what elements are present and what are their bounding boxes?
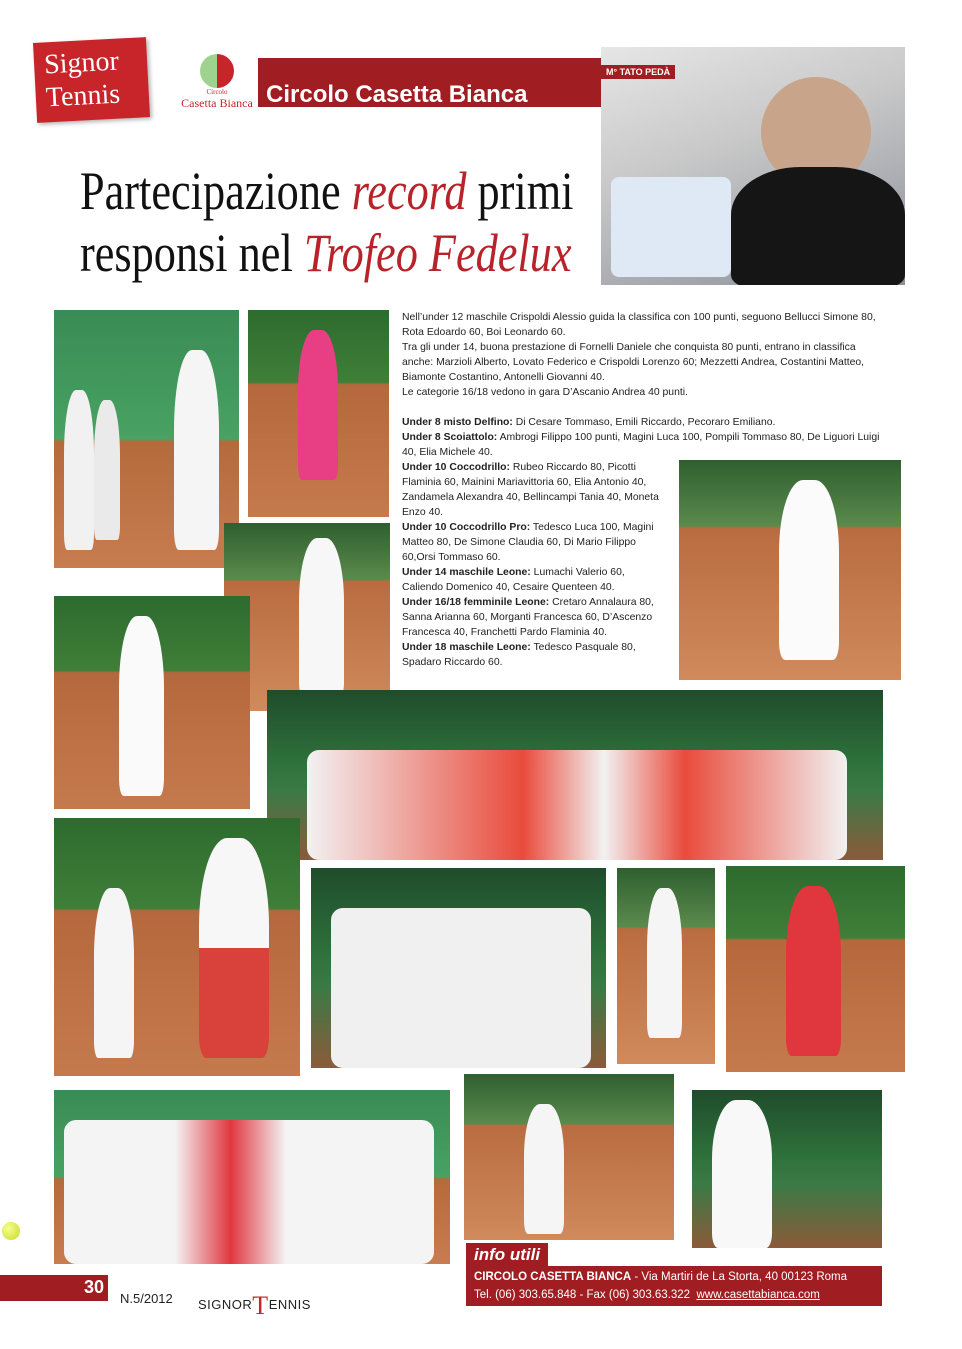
player-figure	[94, 400, 120, 540]
photo-teen-backhand	[692, 1090, 882, 1248]
club-logo-name: Casetta Bianca	[181, 96, 253, 110]
info-contacts: Tel. (06) 303.65.848 - Fax (06) 303.63.322	[474, 1289, 691, 1301]
category-item	[402, 595, 664, 640]
photo-group-team	[267, 690, 883, 860]
category-item	[402, 430, 884, 460]
coach-caption: M° TATO PEDÀ	[601, 65, 675, 79]
category-label: Under 10 Coccodrillo Pro:	[402, 522, 531, 533]
headline-part-2: primi	[466, 161, 574, 221]
headline-part-3: responsi nel	[80, 223, 304, 283]
photo-kids-lesson	[54, 310, 239, 568]
player-figure	[786, 886, 841, 1056]
photo-group-coaches	[54, 1090, 450, 1264]
article-paragraph: Tra gli under 14, buona prestazione di Fornelli Daniele che conquista 80 punti, entrano in classifica anche: Marzioli Alberto, Lovato Federico e Crispoldi Lorenzo 60; Mezzetti Andrea, Costantini Matteo, Biamonte Costantino, Antonelli Giovanni 40.	[402, 342, 865, 383]
photo-coach-instruction	[54, 818, 300, 1076]
photo-kid-running	[617, 868, 715, 1064]
article-paragraph: Nell’under 12 maschile Crispoldi Alessio guida la classifica con 100 punti, seguono Bellucci Simone 80, Rota Edoardo 60, Boi Leonardo 60.	[402, 312, 876, 338]
photo-kids-court	[464, 1074, 674, 1240]
player-figure	[712, 1100, 772, 1248]
magazine-brand	[33, 37, 150, 123]
info-address: - Via Martiri de La Storta, 40 00123 Roma	[631, 1271, 848, 1283]
coach-photo	[601, 47, 905, 285]
headline-emphasis-2: Trofeo Fedelux	[303, 223, 572, 283]
category-item	[402, 460, 664, 520]
category-text: Tedesco Pasquale 80, Spadaro Riccardo 60.	[402, 642, 636, 668]
sponsor-banner	[611, 177, 731, 277]
magazine-footer-title	[198, 1291, 311, 1321]
group-figures	[331, 908, 591, 1068]
category-text: Lumachi Valerio 60, Caliendo Domenico 40, Cesaire Quenteen 40.	[402, 567, 625, 593]
category-item	[402, 520, 664, 565]
issue-number: N.5/2012	[120, 1291, 173, 1306]
info-box	[466, 1266, 882, 1306]
headline-emphasis-1: record	[351, 161, 467, 221]
category-label: Under 18 maschile Leone:	[402, 642, 531, 653]
article-intro	[402, 310, 884, 400]
player-figure	[647, 888, 682, 1038]
category-text: Cretaro Annalaura 80, Sanna Arianna 60, Morganti Francesca 60, D’Ascenzo Francesca 40, Franchetti Pardo Flaminia 40.	[402, 597, 654, 638]
player-figure	[94, 888, 134, 1058]
mag-title-pre: SIGNOR	[198, 1297, 253, 1312]
photo-boy-forehand	[248, 310, 389, 517]
coach-shirt	[731, 167, 905, 285]
category-item	[402, 415, 884, 430]
player-figure	[119, 616, 164, 796]
category-results	[402, 415, 884, 670]
group-figures	[307, 750, 847, 860]
info-website-link[interactable]: www.casettabianca.com	[696, 1289, 820, 1301]
club-logo-icon	[200, 54, 234, 88]
photo-boy-red-shirt	[726, 866, 905, 1072]
headline-part-1: Partecipazione	[80, 161, 352, 221]
info-address-line	[474, 1268, 882, 1286]
category-item	[402, 640, 664, 670]
club-logo-small: Circolo	[206, 88, 228, 96]
info-club-name: CIRCOLO CASETTA BIANCA	[474, 1271, 632, 1283]
coach-figure	[199, 838, 269, 1058]
category-label: Under 8 Scoiattolo:	[402, 432, 498, 443]
mag-title-post: ENNIS	[268, 1297, 311, 1312]
tennis-ball-icon	[2, 1222, 20, 1240]
page-number: 30	[0, 1275, 108, 1301]
category-item	[402, 565, 664, 595]
group-figures	[64, 1120, 434, 1264]
photo-girl-backhand	[54, 596, 250, 809]
photo-group-small	[311, 868, 606, 1068]
category-text: Tedesco Luca 100, Magini Matteo 80, De Simone Claudia 60, Di Mario Filippo 60,Orsi Tommaso 60.	[402, 522, 654, 563]
category-label: Under 14 maschile Leone:	[402, 567, 531, 578]
club-logo	[178, 50, 256, 112]
brand-line-1: Signor	[43, 45, 120, 81]
article-headline	[80, 160, 574, 284]
player-figure	[524, 1104, 564, 1234]
article-paragraph: Le categorie 16/18 vedono in gara D’Ascanio Andrea 40 punti.	[402, 387, 688, 398]
info-label: info utili	[466, 1243, 548, 1267]
player-figure	[298, 330, 338, 480]
category-text: Di Cesare Tommaso, Emili Riccardo, Pecoraro Emiliano.	[512, 417, 776, 428]
player-figure	[299, 538, 344, 698]
category-label: Under 10 Coccodrillo:	[402, 462, 510, 473]
info-contact-line	[474, 1286, 882, 1304]
coach-figure	[174, 350, 219, 550]
club-title-bar: Circolo Casetta Bianca	[258, 58, 601, 107]
category-label: Under 8 misto Delfino:	[402, 417, 513, 428]
player-figure	[64, 390, 94, 550]
category-text: Ambrogi Filippo 100 punti, Magini Luca 100, Pompili Tommaso 80, De Liguori Luigi 40, Elia Michele 40.	[402, 432, 880, 458]
brand-line-2: Tennis	[45, 78, 121, 114]
category-label: Under 16/18 femminile Leone:	[402, 597, 550, 608]
category-text: Rubeo Riccardo 80, Picotti Flaminia 60, Mainini Mariavittoria 60, Elia Antonio 40, Zandamela Alexandra 40, Bellincampi Tania 40, Moneta Enzo 40.	[402, 462, 659, 518]
mag-title-t: T	[252, 1291, 269, 1320]
